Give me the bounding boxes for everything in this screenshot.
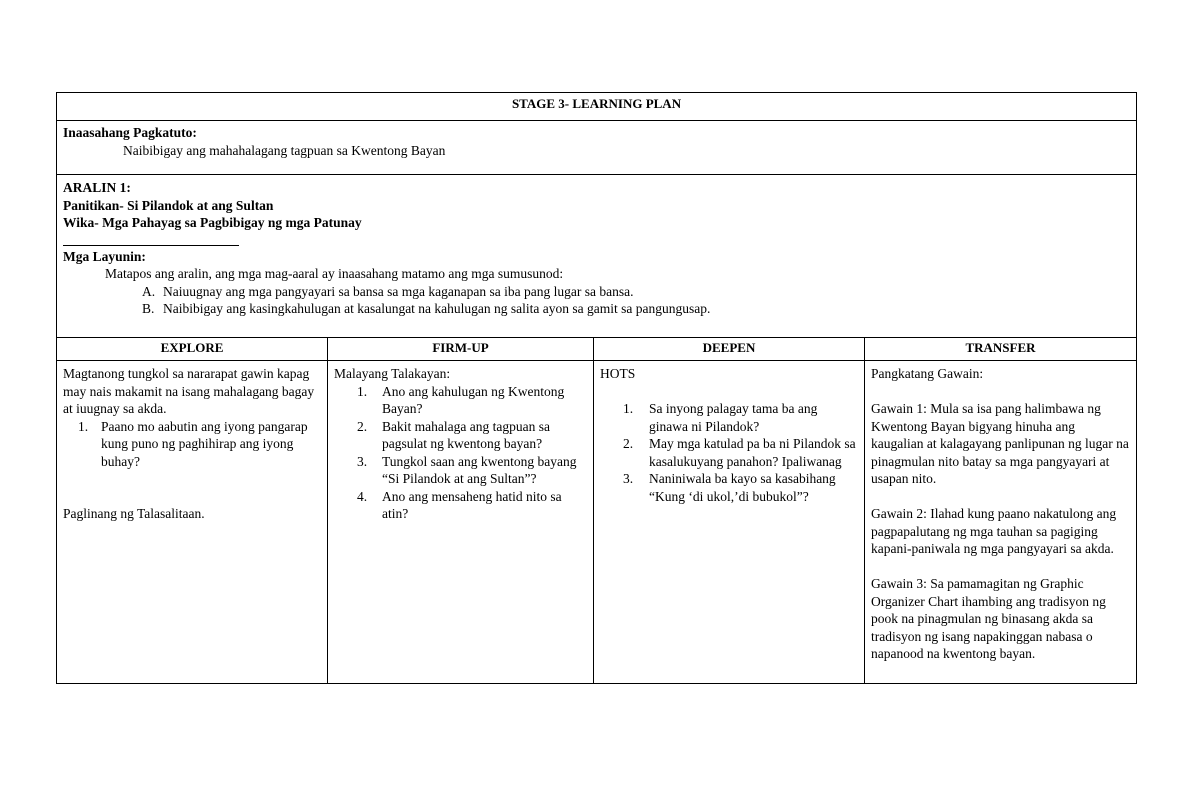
objectives-intro: Matapos ang aralin, ang mga mag-aaral ay inaasahang matamo ang mga sumusunod:	[105, 266, 564, 281]
list-marker: 2.	[357, 418, 368, 434]
list-marker: 2.	[623, 436, 634, 451]
column-header-row	[57, 338, 1137, 361]
transfer-intro: Pangkatang Gawain:	[871, 366, 984, 381]
question-text: May mga katulad pa ba ni Pilandok sa kasalukuyang panahon? Ipaliwanag	[649, 436, 856, 469]
header-firm-up: FIRM-UP	[328, 338, 594, 361]
question-text: Bakit mahalaga ang tagpuan sa pagsulat ng kwentong bayan?	[382, 418, 550, 451]
lesson-row	[57, 175, 1137, 338]
list-marker: 3.	[357, 453, 368, 469]
objectives-label: Mga Layunin:	[63, 248, 146, 264]
lesson-cell	[57, 175, 1137, 338]
activities-row	[57, 361, 1137, 684]
objectives-list	[63, 283, 1130, 318]
question-text: Ano ang mensaheng hatid nito sa atin?	[382, 488, 562, 521]
divider-line	[63, 232, 239, 246]
expected-learning-text: Naibibigay ang mahahalagang tagpuan sa Kwentong Bayan	[123, 142, 446, 158]
question-text: Ano ang kahulugan ng Kwentong Bayan?	[382, 383, 565, 416]
explore-intro: Magtanong tungkol sa nararapat gawin kapag may nais makamit na isang mahalagang bagay at iuugnay sa akda.	[63, 366, 315, 416]
header-explore: EXPLORE	[57, 338, 328, 361]
expected-learning-row	[57, 121, 1137, 175]
objective-text: Naiuugnay ang mga pangyayari sa bansa sa mga kaganapan sa iba pang lugar sa bansa.	[163, 283, 634, 299]
list-item	[357, 383, 587, 418]
list-marker: 1.	[623, 401, 634, 416]
list-item	[78, 418, 321, 471]
title-row	[57, 93, 1137, 121]
header-deepen: DEEPEN	[594, 338, 865, 361]
lesson-language: Wika- Mga Pahayag sa Pagbibigay ng mga Patunay	[63, 215, 362, 230]
explore-closing: Paglinang ng Talasalitaan.	[63, 506, 205, 521]
transfer-activity-1: Gawain 1: Mula sa isa pang halimbawa ng Kwentong Bayan bigyang hinuha ang kaugalian at kalagayang panlipunan ng lugar na pinagmulan nito batay sa mga pangyayari at usapan nito.	[871, 401, 1129, 486]
list-item	[623, 400, 858, 435]
learning-plan-table	[56, 92, 1137, 684]
question-text: Sa inyong palagay tama ba ang ginawa ni Pilandok?	[649, 401, 818, 434]
lesson-literature: Panitikan- Si Pilandok at ang Sultan	[63, 197, 274, 213]
list-marker: 4.	[357, 488, 368, 504]
list-item	[357, 488, 587, 523]
list-item	[357, 453, 587, 488]
list-marker: 1.	[357, 383, 368, 399]
header-transfer: TRANSFER	[865, 338, 1137, 361]
firm-up-list	[334, 383, 587, 523]
list-marker: A.	[142, 283, 156, 299]
expected-learning-cell	[57, 121, 1137, 175]
list-marker: 3.	[623, 471, 634, 486]
explore-cell	[57, 361, 328, 684]
explore-list	[63, 418, 321, 471]
list-item	[623, 435, 858, 470]
question-text: Tungkol saan ang kwentong bayang “Si Pilandok at ang Sultan”?	[382, 453, 577, 486]
firm-up-cell	[328, 361, 594, 684]
transfer-activity-2: Gawain 2: Ilahad kung paano nakatulong ang pagpapalutang ng mga tauhan sa pagiging kapani-paniwala ng mga pangyayari sa akda.	[871, 506, 1117, 556]
deepen-intro: HOTS	[600, 366, 636, 381]
lesson-heading: ARALIN 1:	[63, 180, 131, 195]
list-item	[357, 418, 587, 453]
transfer-cell	[865, 361, 1137, 684]
plan-title: STAGE 3- LEARNING PLAN	[57, 93, 1137, 121]
objective-text: Naibibigay ang kasingkahulugan at kasalungat na kahulugan ng salita ayon sa gamit sa pangungusap.	[163, 301, 711, 316]
expected-learning-label: Inaasahang Pagkatuto:	[63, 125, 197, 140]
transfer-activity-3: Gawain 3: Sa pamamagitan ng Graphic Organizer Chart ihambing ang tradisyon ng pook na pinagmulan ng binasang akda sa tradisyon ng isang napakinggan nabasa o napanood na kwentong bayan.	[871, 576, 1106, 661]
list-item	[623, 470, 858, 505]
question-text: Paano mo aabutin ang iyong pangarap kung puno ng paghihirap ang iyong buhay?	[101, 418, 308, 469]
firm-up-intro: Malayang Talakayan:	[334, 366, 451, 381]
list-marker: B.	[142, 301, 155, 316]
list-marker: 1.	[78, 418, 89, 434]
question-text: Naniniwala ba kayo sa kasabihang “Kung ‘di ukol,’di bubukol”?	[649, 471, 836, 504]
list-item	[142, 283, 1130, 301]
deepen-cell	[594, 361, 865, 684]
list-item	[142, 300, 1130, 318]
deepen-list	[600, 400, 858, 505]
